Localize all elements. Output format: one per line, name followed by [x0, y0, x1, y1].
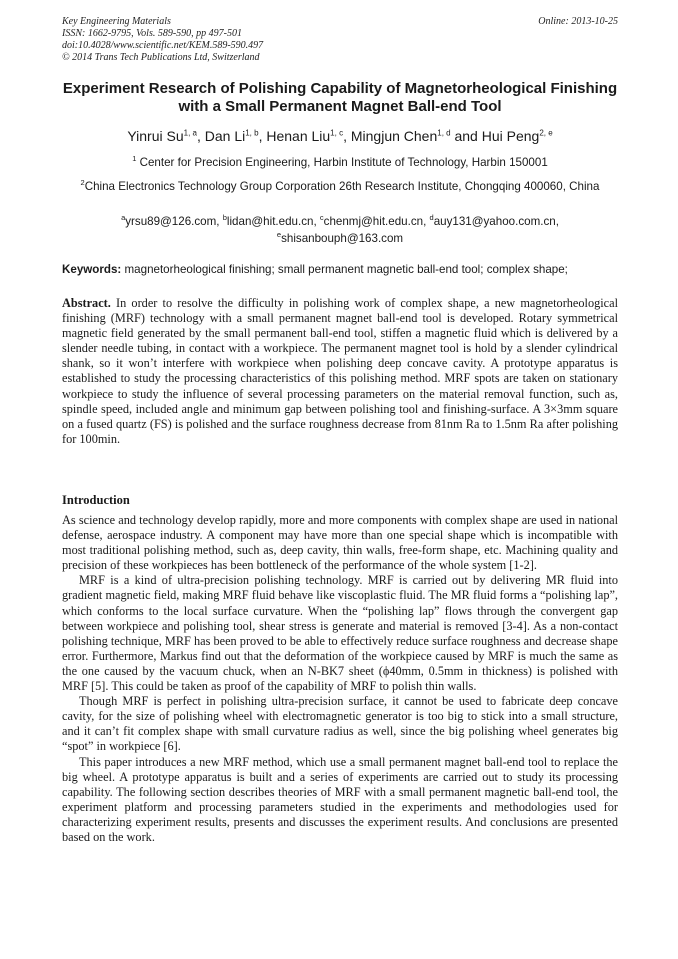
email-tag: a [121, 213, 126, 223]
email-address[interactable]: chenmj@hit.edu.cn [323, 215, 424, 228]
email-tag: b [222, 213, 227, 223]
doi-link[interactable]: doi:10.4028/www.scientific.net/KEM.589-590.497 [62, 40, 264, 51]
introduction-heading: Introduction [62, 493, 130, 507]
introduction-body [62, 513, 618, 845]
intro-paragraph: Though MRF is perfect in polishing ultra-precision surface, it cannot be used to fabricate deep concave cavity, for the size of polishing wheel with electromagnetic generator is too big to stick into a small structure, and it can’t fit complex shape with small curvature radius as well, since the big polishing wheel generates big “spot” in workpiece [6]. [62, 694, 618, 754]
author-and: and [450, 128, 482, 144]
email-address[interactable]: shisanbouph@163.com [281, 232, 404, 245]
journal-metadata [62, 16, 618, 64]
intro-paragraph: MRF is a kind of ultra-precision polishing technology. MRF is carried out by delivering MR fluid into gradient magnetic field, making MRF fluid behave like viscoplastic fluid. The MR fluid forms a “polishing lap”, which conforms to the local surface curvature. When the “polishing lap” flows through the convergent gap between workpiece and polishing tool, shear stress is generate and material is removed [3-4]. As a non-contact polishing technique, MRF has been proved to be able to effectively reduce surface roughness and decrease shape error. Furthermore, Markus find out that the deformation of the workpiece caused by MRF is much the same as the one caused by the vacuum chuck, when an N-BK7 sheet (ϕ40mm, 0.5mm in thickness) is polished with MRF [5]. This could be taken as proof of the capability of MRF to polish thin walls. [62, 573, 618, 694]
author-separator: , [196, 128, 205, 144]
abstract-text: In order to resolve the difficulty in polishing work of complex shape, a new magnetorheological finishing (MRF) technology with a small permanent magnet ball-end tool is developed. Rotary symmetrical magnetic field generated by the small permanent ball-end tool, stiffen a magnetic fluid which is delivered by a slender needle tubing, in contact with a workpiece. The permanent magnet tool is hold by a slender cylindrical shank, so it won’t interfere with workpiece when polishing deep concave cavity. A prototype apparatus is established to study the processing characteristics of this polishing method. MRF spots are taken on stationary workpiece to study the influence of several processing parameters on the material removal function, such as, spindle speed, included angle and minimum gap between polishing tool and finishing-surface. A 3×3mm square on a fused quartz (FS) is polished and the surface roughness decrease from 81nm Ra to 1.5nm Ra after polishing for 100min. [62, 296, 619, 446]
intro-paragraph: This paper introduces a new MRF method, which use a small permanent magnet ball-end tool to replace the big wheel. A prototype apparatus is built and a series of experiments are carried out to study its processing capability. The following section describes theories of MRF with a small permanent magnetic ball-end tool, the experiment platform and processing parameters studied in the experiments and methodologies used for characterizing experiment results, presents and discusses the experiment results. And conclusions are presented based on the work. [62, 754, 618, 844]
email-address[interactable]: yrsu89@126.com [125, 215, 217, 228]
affiliation-text: Center for Precision Engineering, Harbin Institute of Technology, Harbin 150001 [139, 156, 548, 169]
author-affil-mark: 1, a [183, 128, 197, 138]
affiliation-number: 2 [80, 178, 85, 188]
email-tag: d [429, 213, 434, 223]
intro-paragraph: As science and technology develop rapidly, more and more components with complex shape are used in national defense, aerospace industry. A component may have more than one special shape which is incompatible with most traditional polishing method, such as, deep cavity, thin walls, free-form shape, etc. Machining quality and precision of these workpieces has been bottleneck of the performance of the whole system [1-2]. [62, 513, 618, 573]
email-list: $^a$yrsu89@126.com, $^b$lidan@hit.edu.cn, $^c$chenmj@hit.edu.cn, $^d$auy131@yahoo.com.cn, $^e$shisanbouph@163.com [121, 213, 559, 245]
issn-line: ISSN: 1662-9795, Vols. 589-590, pp 497-501 [62, 28, 242, 39]
copyright-line: © 2014 Trans Tech Publications Ltd, Switzerland [62, 52, 260, 63]
affiliation-1 [62, 154, 618, 171]
email-tag: e [276, 230, 282, 240]
online-date: Online: 2013-10-25 [538, 16, 618, 27]
email-address[interactable]: auy131@yahoo.com.cn [433, 215, 556, 228]
affiliation-number: 1 [132, 154, 137, 164]
author-affil-mark: 1, c [330, 128, 344, 138]
author-separator: , [343, 128, 351, 144]
paper-title: Experiment Research of Polishing Capability of Magnetorheological Finishing with a Small Permanent Magnet Ball-end Tool [62, 80, 618, 115]
keywords-text: magnetorheological finishing; small permanent magnetic ball-end tool; complex shape; [124, 263, 568, 276]
author-affil-mark: 1, b [245, 128, 259, 138]
email-address[interactable]: lidan@hit.edu.cn [226, 215, 314, 228]
affiliation-text: China Electronics Technology Group Corporation 26th Research Institute, Chongqing 400060, China [84, 180, 600, 193]
affiliation-2 [62, 178, 618, 195]
author-list [62, 126, 618, 146]
email-tag: c [319, 213, 324, 223]
author-name: Mingjun Chen [350, 128, 438, 144]
journal-name: Key Engineering Materials [62, 16, 171, 27]
author-affil-mark: 1, d [437, 128, 451, 138]
keywords-label: Keywords: [62, 263, 122, 276]
abstract-section [62, 296, 618, 447]
author-name: Yinrui Su [127, 128, 184, 144]
abstract-label: Abstract. [62, 296, 111, 310]
author-separator: , [258, 128, 267, 144]
author-affil-mark: 2, e [539, 128, 553, 138]
keywords-section [62, 262, 618, 277]
author-name: Henan Liu [266, 128, 331, 144]
author-name: Dan Li [204, 128, 246, 144]
author-name: Hui Peng [481, 128, 540, 144]
